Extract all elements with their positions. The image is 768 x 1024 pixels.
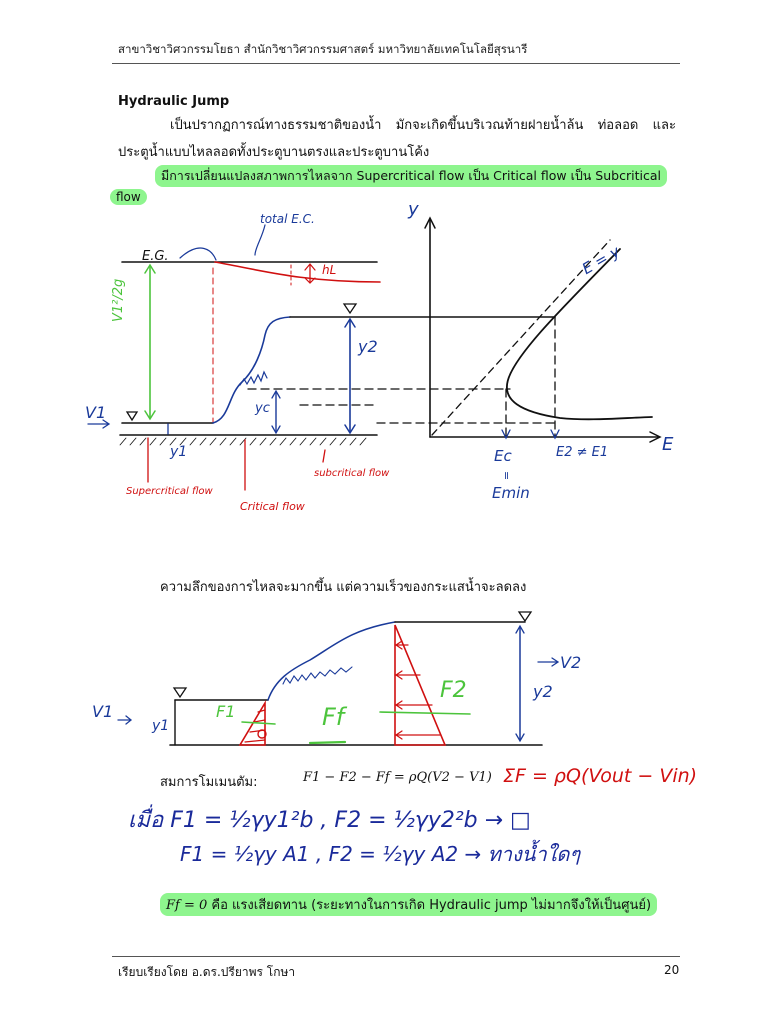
intro-paragraph: เป็นปรากฏการณ์ทางธรรมชาติของน้ำ มักจะเกิดขึ้นบริเวณท้ายฝายน้ำล้น ท่อลอด และประตูน้ำแบบไหลลอดทั้งประตูบานตรงและประตูบานโค้ง	[118, 118, 676, 160]
label-y2: y2	[358, 337, 378, 356]
highlighted-statement-cont: flow	[110, 189, 147, 205]
label-y1: y1	[170, 444, 188, 460]
friction-symbol: Ff = 0	[166, 898, 208, 913]
label-ec: Ec	[494, 447, 512, 465]
label-y-axis: y	[408, 199, 419, 220]
label-y1-fig2: y1	[152, 718, 170, 734]
label-e-eq-y: E = y	[578, 242, 623, 279]
label-eg: E.G.	[142, 249, 169, 264]
momentum-equation-label: สมการโมเมนตัม:	[160, 775, 258, 790]
label-f2: F2	[440, 678, 467, 703]
highlighted-statement: มีการเปลี่ยนแปลงสภาพการไหลจาก Supercritical flow เป็น Critical flow เป็น Subcritical	[155, 165, 667, 187]
paragraph-depth-velocity: ความลึกของการไหลจะมากขึ้น แต่ความเร็วของกระแสน้ำจะลดลง	[160, 580, 527, 595]
section-title: Hydraulic Jump	[118, 94, 230, 109]
label-ff: Ff	[322, 703, 345, 731]
label-supercritical: Supercritical flow	[126, 486, 213, 497]
page-number: 20	[664, 963, 680, 977]
label-v1-2g: V1²/2g	[111, 278, 126, 322]
handwritten-line-1: เมื่อ F1 = ½γy1²b , F2 = ½γy2²b → □	[128, 808, 531, 833]
label-y2-fig2: y2	[533, 682, 553, 701]
label-total-ec: total E.C.	[260, 212, 315, 226]
label-subcritical: subcritical flow	[314, 468, 390, 479]
label-v1: V1	[85, 403, 107, 422]
label-v1-fig2: V1	[92, 702, 114, 721]
friction-note	[160, 893, 657, 916]
label-e2-e1: E2 ≠ E1	[556, 445, 609, 460]
page-header: สาขาวิชาวิศวกรรมโยธา สำนักวิชาวิศวกรรมศาสตร์ มหาวิทยาลัยเทคโนโลยีสุรนารี	[118, 42, 528, 56]
label-f1: F1	[216, 702, 236, 721]
label-equals: =	[500, 471, 513, 481]
label-critical: Critical flow	[240, 500, 305, 513]
label-yc: yc	[255, 401, 270, 416]
footer-author: เรียบเรียงโดย อ.ดร.ปรียาพร โกษา	[118, 965, 296, 979]
label-hl: hL	[322, 263, 337, 277]
friction-text: คือ แรงเสียดทาน (ระยะทางในการเกิด Hydraulic jump ไม่มากจึงให้เป็นศูนย์)	[211, 898, 652, 913]
handwritten-line-2: F1 = ½γy A1 , F2 = ½γy A2 → ทางน้ำใดๆ	[180, 842, 581, 866]
footer-divider	[112, 956, 680, 957]
momentum-equation-handwritten: ΣF = ρQ(Vout − Vin)	[503, 765, 698, 787]
momentum-equation: F1 − F2 − Ff = ρQ(V2 − V1)	[303, 770, 492, 785]
label-emin: Emin	[492, 484, 530, 502]
label-v2-fig2: V2	[560, 653, 582, 672]
label-e-axis: E	[662, 434, 674, 455]
